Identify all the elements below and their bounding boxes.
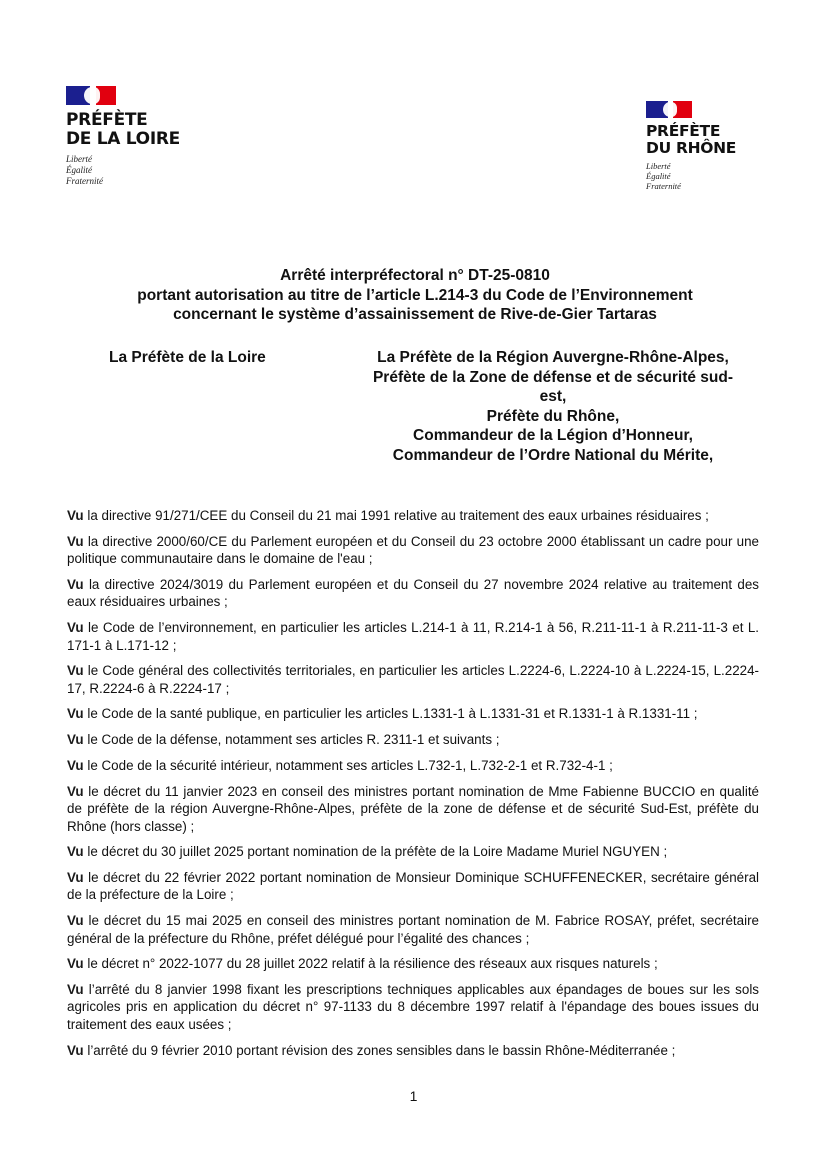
motto-egalite: Égalité xyxy=(66,165,92,175)
authority-rhone xyxy=(346,348,760,465)
logo-name xyxy=(66,111,180,149)
logo-name-line2: DE LA LOIRE xyxy=(66,129,180,149)
consideration-item xyxy=(67,533,759,568)
consideration-text: le Code de la sécurité intérieur, notamment ses articles L.732-1, L.732-2-1 et R.732-4-1 ; xyxy=(87,757,613,773)
consideration-item xyxy=(67,912,759,947)
title-line-3: concernant le système d’assainissement de Rive-de-Gier Tartaras xyxy=(173,306,657,323)
consideration-text: le décret du 15 mai 2025 en conseil des ministres portant nomination de M. Fabrice ROSAY, préfet, secrétaire général de la préfecture du Rhône, préfet délégué pour l’égalité des chances ; xyxy=(67,913,759,946)
logo-prefete-loire xyxy=(66,86,180,187)
consideration-item xyxy=(67,619,759,654)
title-line-1: Arrêté interpréfectoral n° DT-25-0810 xyxy=(280,267,550,284)
consideration-item xyxy=(67,507,759,525)
consideration-text: le Code de la défense, notamment ses articles R. 2311-1 et suivants ; xyxy=(87,732,500,748)
authority-rhone-line: Commandeur de l’Ordre National du Mérite, xyxy=(392,446,714,464)
marianne-flag-icon xyxy=(66,86,116,105)
motto-fraternite: Fraternité xyxy=(66,176,103,186)
consideration-item xyxy=(67,843,759,861)
vu-keyword: Vu xyxy=(67,757,84,773)
page-number: 1 xyxy=(409,1088,418,1104)
vu-keyword: Vu xyxy=(67,663,84,679)
logo-name-line2: DU RHÔNE xyxy=(646,139,737,157)
logo-name xyxy=(646,123,736,157)
consideration-text: le décret du 30 juillet 2025 portant nomination de la préfète de la Loire Madame Muriel NGUYEN ; xyxy=(87,844,668,860)
consideration-item xyxy=(67,981,759,1034)
consideration-text: le Code de l’environnement, en particulier les articles L.214-1 à 11, R.214-1 à 56, R.211-11-1 à R.211-11-3 et L. 171-1 à L.171-12 ; xyxy=(67,620,759,653)
consideration-text: l’arrêté du 9 février 2010 portant révision des zones sensibles dans le bassin Rhône-Méditerranée ; xyxy=(87,1042,676,1058)
consideration-text: le décret n° 2022-1077 du 28 juillet 2022 relatif à la résilience des réseaux aux risques naturels ; xyxy=(87,956,658,972)
authority-rhone-line: Préfète de la Zone de défense et de sécurité sud- xyxy=(372,368,734,386)
logo-name-line1: PRÉFÈTE xyxy=(646,122,721,140)
consideration-item xyxy=(67,783,759,836)
vu-keyword: Vu xyxy=(67,1042,84,1058)
consideration-item xyxy=(67,757,759,775)
logo-name-line1: PRÉFÈTE xyxy=(66,110,148,130)
vu-keyword: Vu xyxy=(67,576,84,592)
vu-keyword: Vu xyxy=(67,706,84,722)
consideration-text: le décret du 22 février 2022 portant nomination de Monsieur Dominique SCHUFFENECKER, secrétaire général de la préfecture de la Loire ; xyxy=(67,869,759,903)
consideration-text: le Code de la santé publique, en particulier les articles L.1331-1 à L.1331-31 et R.1331-1 à R.1331-11 ; xyxy=(87,706,698,722)
vu-keyword: Vu xyxy=(67,869,84,885)
republic-motto xyxy=(646,161,736,191)
authority-rhone-line: Commandeur de la Légion d’Honneur, xyxy=(413,427,693,444)
motto-liberte: Liberté xyxy=(66,154,92,164)
document-title xyxy=(90,266,740,325)
consideration-text: le Code général des collectivités territoriales, en particulier les articles L.2224-6, L.2224-10 à L.2224-15, L.2224-17, R.2224-6 à R.2224-17 ; xyxy=(67,663,759,696)
considerations-list xyxy=(67,507,759,1067)
republic-motto xyxy=(66,154,180,187)
consideration-text: l’arrêté du 8 janvier 1998 fixant les prescriptions techniques applicables aux épandages de boues sur les sols agricoles pris en application du décret n° 97-1133 du 8 décembre 1997 relatif à l'épandage des boues issues du traitement des eaux usées ; xyxy=(67,981,759,1032)
vu-keyword: Vu xyxy=(67,533,84,549)
consideration-text: le décret du 11 janvier 2023 en conseil des ministres portant nomination de Mme Fabienne BUCCIO en qualité de préfète de la région Auvergne-Rhône-Alpes, préfète de la zone de défense et de sécurité Sud-Est, préfète du Rhône (hors classe) ; xyxy=(67,783,759,834)
consideration-item xyxy=(67,705,759,723)
consideration-item xyxy=(67,731,759,749)
motto-egalite: Égalité xyxy=(646,171,671,181)
vu-keyword: Vu xyxy=(67,956,84,972)
motto-liberte: Liberté xyxy=(646,161,671,171)
logo-prefete-rhone xyxy=(646,101,736,191)
vu-keyword: Vu xyxy=(67,620,84,636)
authority-rhone-line: La Préfète de la Région Auvergne-Rhône-Alpes, xyxy=(377,349,729,366)
vu-keyword: Vu xyxy=(67,732,84,748)
consideration-item xyxy=(67,955,759,973)
marianne-flag-icon xyxy=(646,101,692,118)
consideration-text: la directive 91/271/CEE du Conseil du 21 mai 1991 relative au traitement des eaux urbaines résiduaires ; xyxy=(87,508,709,523)
consideration-item xyxy=(67,662,759,697)
consideration-item xyxy=(67,869,759,904)
authority-rhone-line: est, xyxy=(539,388,567,405)
authority-loire: La Préfète de la Loire xyxy=(109,349,266,366)
consideration-item xyxy=(67,576,759,611)
consideration-text: la directive 2000/60/CE du Parlement européen et du Conseil du 23 octobre 2000 établissant un cadre pour une politique communautaire dans le domaine de l'eau ; xyxy=(67,533,759,567)
vu-keyword: Vu xyxy=(67,844,84,860)
authority-rhone-line: Préfète du Rhône, xyxy=(486,407,620,425)
vu-keyword: Vu xyxy=(67,508,84,523)
title-line-2: portant autorisation au titre de l’article L.214-3 du Code de l’Environnement xyxy=(137,286,693,304)
motto-fraternite: Fraternité xyxy=(646,181,681,191)
vu-keyword: Vu xyxy=(67,913,84,929)
consideration-text: la directive 2024/3019 du Parlement européen et du Conseil du 27 novembre 2024 relative au traitement des eaux résiduaires urbaines ; xyxy=(67,576,759,610)
vu-keyword: Vu xyxy=(67,981,84,997)
consideration-item xyxy=(67,1042,759,1060)
vu-keyword: Vu xyxy=(67,783,84,799)
